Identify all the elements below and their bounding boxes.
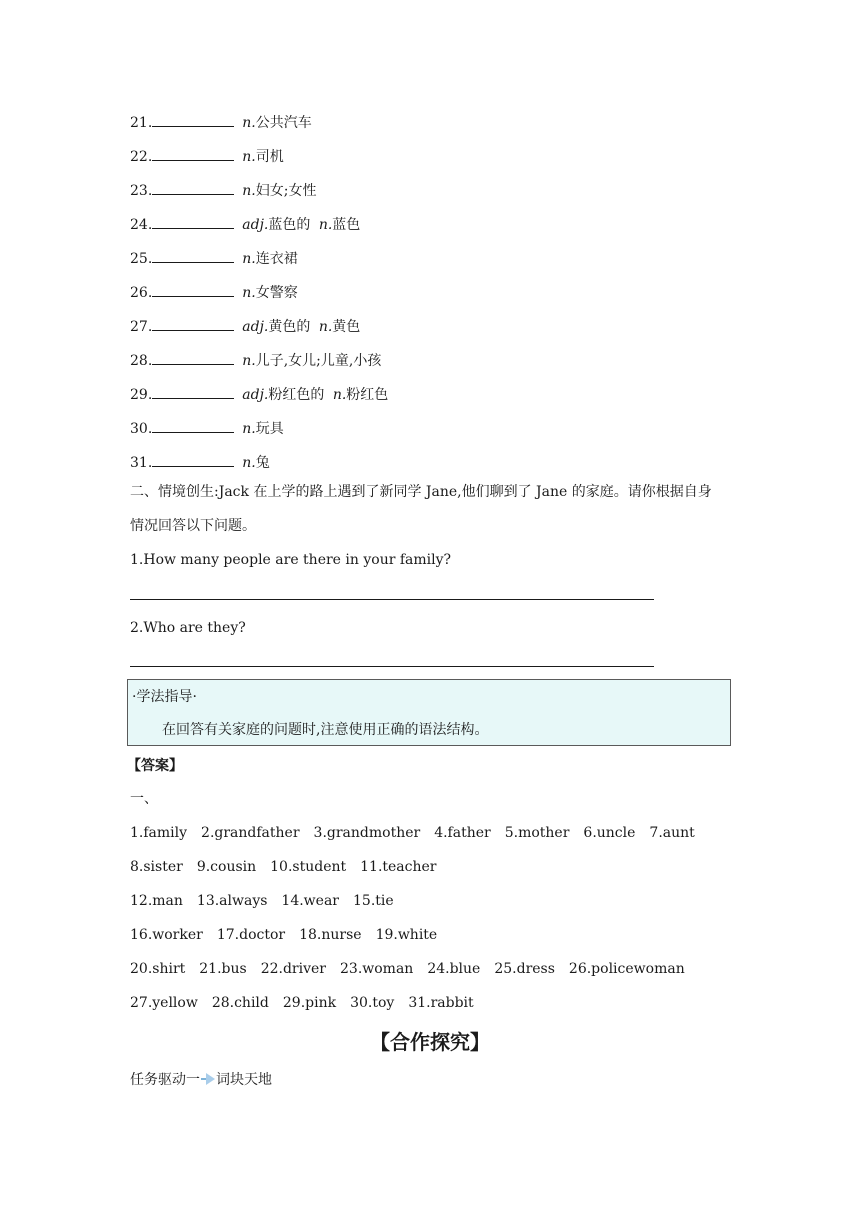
answer-item: 31.rabbit xyxy=(408,995,474,1011)
part-of-speech: adj. xyxy=(242,387,269,403)
answer-item: 10.student xyxy=(270,859,347,875)
answer-row xyxy=(130,993,488,1013)
vocab-blank[interactable] xyxy=(152,418,234,433)
answer-item: 19.white xyxy=(375,927,438,943)
part-of-speech-2: n. xyxy=(318,217,333,233)
answer-item: 20.shirt xyxy=(130,961,186,977)
study-tip-body: 在回答有关家庭的问题时,注意使用正确的语法结构。 xyxy=(162,722,489,738)
answer-row xyxy=(130,823,709,843)
answer-item: 8.sister xyxy=(130,859,183,875)
vocab-item xyxy=(130,112,312,133)
vocab-meaning: 妇女;女性 xyxy=(255,183,317,199)
vocab-item xyxy=(130,316,360,337)
part-of-speech: n. xyxy=(242,455,256,471)
vocab-blank[interactable] xyxy=(152,214,234,229)
answer-item: 18.nurse xyxy=(299,927,362,943)
vocab-blank[interactable] xyxy=(152,180,234,195)
vocab-meaning: 公共汽车 xyxy=(255,115,312,131)
answer-item: 2.grandfather xyxy=(201,825,300,841)
vocab-meaning: 兔 xyxy=(255,455,270,471)
part-of-speech: n. xyxy=(242,183,256,199)
vocab-blank[interactable] xyxy=(152,248,234,263)
answer-item: 24.blue xyxy=(427,961,481,977)
vocab-meaning: 司机 xyxy=(255,149,284,165)
answer-item: 4.father xyxy=(434,825,491,841)
vocab-meaning: 女警察 xyxy=(255,285,298,301)
part-of-speech: n. xyxy=(242,115,256,131)
answer-item: 25.dress xyxy=(494,961,555,977)
study-tip-box xyxy=(127,679,731,746)
vocab-blank[interactable] xyxy=(152,452,234,467)
answer-item: 27.yellow xyxy=(130,995,198,1011)
vocab-number: 26. xyxy=(130,285,153,301)
task-prefix: 任务驱动一 xyxy=(130,1072,200,1088)
vocab-meaning-2: 黄色 xyxy=(332,319,361,335)
vocab-meaning: 玩具 xyxy=(255,421,284,437)
vocab-number: 27. xyxy=(130,319,153,335)
vocab-item xyxy=(130,248,298,269)
vocab-number: 28. xyxy=(130,353,153,369)
part-of-speech: adj. xyxy=(242,319,269,335)
answer-row xyxy=(130,891,408,911)
answer-item: 22.driver xyxy=(260,961,326,977)
vocab-blank[interactable] xyxy=(152,146,234,161)
part-of-speech: n. xyxy=(242,421,256,437)
answer-item: 28.child xyxy=(211,995,269,1011)
part-of-speech-2: n. xyxy=(318,319,333,335)
answer-item: 7.aunt xyxy=(649,825,695,841)
vocab-item xyxy=(130,282,298,303)
question-2: 2.Who are they? xyxy=(130,620,246,636)
vocab-meaning-2: 粉红色 xyxy=(346,387,389,403)
vocab-number: 24. xyxy=(130,217,153,233)
task-line xyxy=(130,1070,272,1090)
vocab-number: 23. xyxy=(130,183,153,199)
vocab-item xyxy=(130,418,284,439)
vocab-meaning: 蓝色的 xyxy=(268,217,315,233)
study-tip-title: ·学法指导· xyxy=(132,689,197,705)
vocab-meaning: 粉红色的 xyxy=(268,387,329,403)
section-title: 【合作探究】 xyxy=(370,1030,490,1054)
answer-blank-1[interactable] xyxy=(130,599,654,600)
vocab-item xyxy=(130,180,316,201)
answer-item: 17.doctor xyxy=(216,927,286,943)
answer-item: 23.woman xyxy=(340,961,414,977)
vocab-item xyxy=(130,146,284,167)
answer-row xyxy=(130,959,699,979)
vocab-meaning: 黄色的 xyxy=(268,319,315,335)
vocab-item xyxy=(130,452,270,473)
vocab-number: 21. xyxy=(130,115,153,131)
answer-item: 16.worker xyxy=(130,927,203,943)
answers-heading: 【答案】 xyxy=(127,758,183,774)
vocab-item xyxy=(130,350,381,371)
answer-item: 11.teacher xyxy=(360,859,437,875)
answer-item: 30.toy xyxy=(350,995,395,1011)
answer-item: 6.uncle xyxy=(583,825,636,841)
question-1: 1.How many people are there in your family? xyxy=(130,552,452,568)
answer-item: 9.cousin xyxy=(196,859,257,875)
answer-item: 12.man xyxy=(130,893,183,909)
answer-item: 26.policewoman xyxy=(568,961,685,977)
vocab-meaning: 连衣裙 xyxy=(255,251,298,267)
answer-row xyxy=(130,925,451,945)
task-suffix: 词块天地 xyxy=(216,1072,272,1088)
vocab-number: 30. xyxy=(130,421,153,437)
vocab-blank[interactable] xyxy=(152,282,234,297)
vocab-meaning: 儿子,女儿;儿童,小孩 xyxy=(255,353,382,369)
part-of-speech: n. xyxy=(242,285,256,301)
vocab-blank[interactable] xyxy=(152,350,234,365)
vocab-number: 25. xyxy=(130,251,153,267)
part-of-speech: n. xyxy=(242,353,256,369)
answer-row xyxy=(130,857,450,877)
vocab-blank[interactable] xyxy=(152,112,234,127)
vocab-number: 29. xyxy=(130,387,153,403)
part-of-speech-2: n. xyxy=(332,387,347,403)
vocab-number: 22. xyxy=(130,149,153,165)
part-of-speech: n. xyxy=(242,251,256,267)
answer-item: 21.bus xyxy=(199,961,247,977)
vocab-blank[interactable] xyxy=(152,316,234,331)
answer-item: 15.tie xyxy=(353,893,394,909)
answer-item: 5.mother xyxy=(504,825,570,841)
answer-blank-2[interactable] xyxy=(130,666,654,667)
answer-item: 1.family xyxy=(130,825,188,841)
answer-item: 14.wear xyxy=(281,893,339,909)
answer-item: 3.grandmother xyxy=(313,825,421,841)
section2-intro-line2: 情况回答以下问题。 xyxy=(130,518,256,534)
part-of-speech: adj. xyxy=(242,217,269,233)
vocab-number: 31. xyxy=(130,455,153,471)
vocab-item xyxy=(130,214,360,235)
section2-intro-line1: 二、情境创生:Jack 在上学的路上遇到了新同学 Jane,他们聊到了 Jane 的家庭。请你根据自身 xyxy=(130,484,712,500)
answer-item: 29.pink xyxy=(282,995,337,1011)
vocab-blank[interactable] xyxy=(152,384,234,399)
answer-item: 13.always xyxy=(196,893,268,909)
vocab-item xyxy=(130,384,388,405)
part-of-speech: n. xyxy=(242,149,256,165)
vocab-meaning-2: 蓝色 xyxy=(332,217,361,233)
answers-part-label: 一、 xyxy=(130,791,158,807)
arrow-icon xyxy=(201,1073,215,1085)
